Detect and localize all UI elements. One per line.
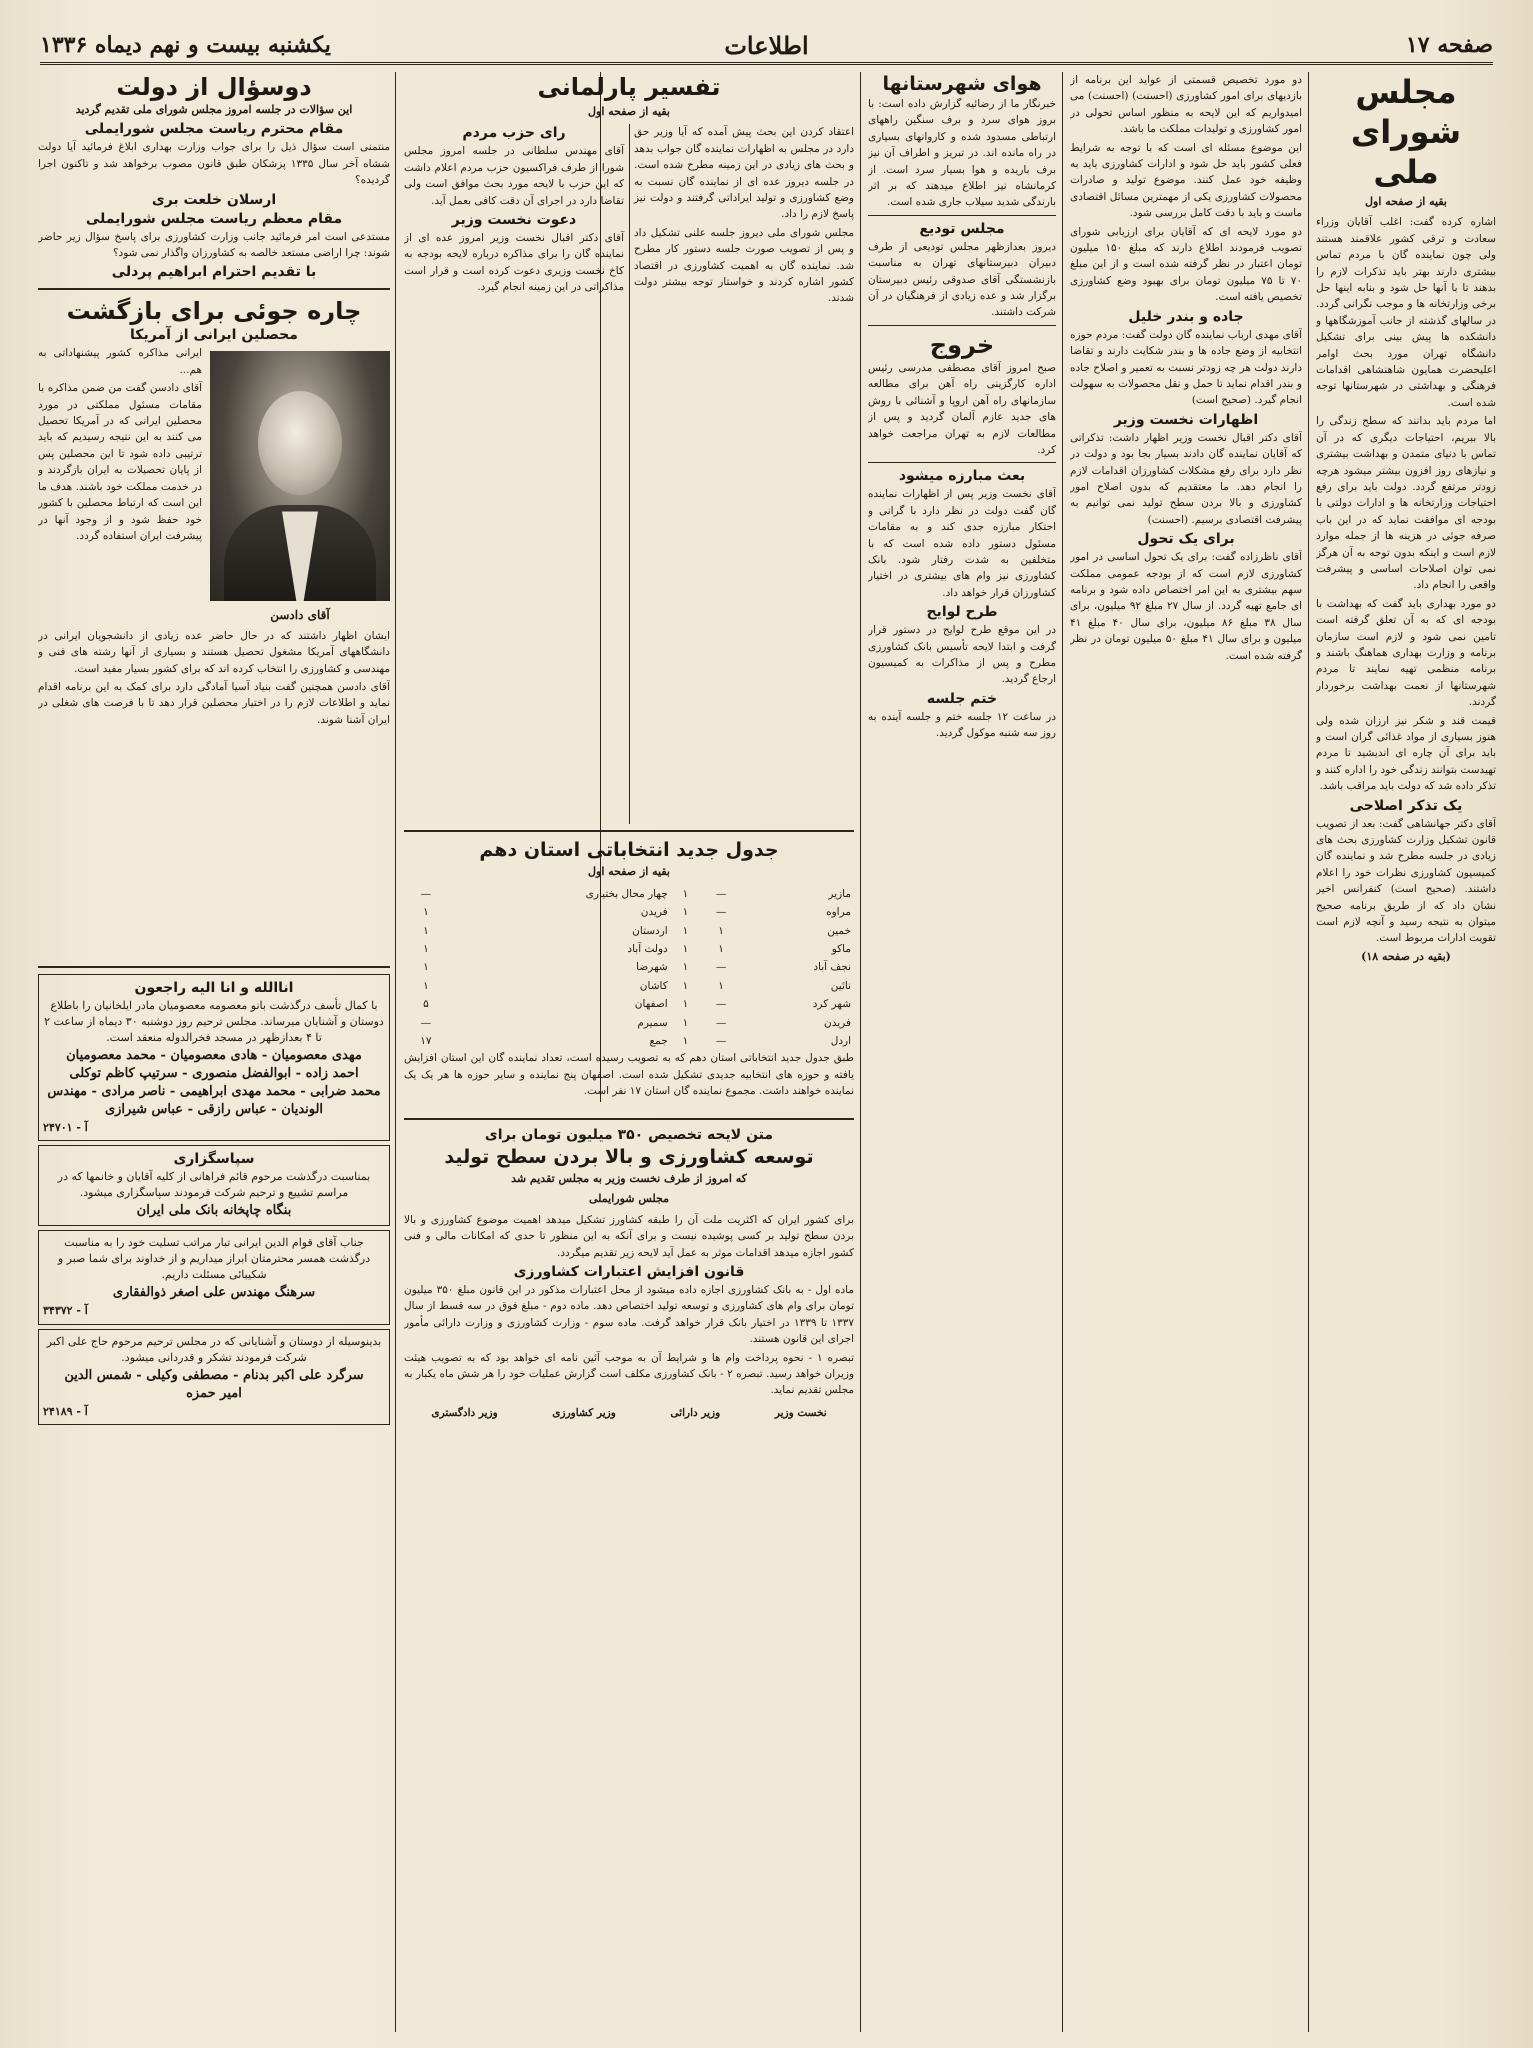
bill-paragraph: ماده اول - به بانک کشاورزی اجازه داده میشود از محل اعتبارات مذکور در این قانون مبلغ ۳۵۰ میلیون تومان برای وام های کشاورزی و توسعه تولید اختصاص دهد. ماده دوم - مبلغ فوق در سه قسط از سال ۱۳۳۷ تا ۱۳۳۹ در اختیار بانک قرار خواهد گرفت. ماده سوم - وزارت کشاورزی و وزارت دارائی مأمور اجرای این قانون هستند. [404,1284,854,1346]
commentary-paragraph: آقای دکتر اقبال نخست وزیر امروز عده ای از نماینده گان را برای مذاکره درباره لایحه بودجه به کاخ نخست وزیری دعوت کرده است و قرار است مذاکراتی در این زمینه انجام گیرد. [404,232,624,294]
election-row [404,885,854,903]
commentary-paragraph: اعتقاد کردن این بحث پیش آمده که آیا وزیر حق دارد در مجلس به اظهارات نماینده گان جواب بدهد و بحث های زیادی در این زمینه مطرح شده است. در جلسه دیروز عده ای از نماینده گان نسبت به وضع کشاورزی و تولید ایراداتی گرفتند و دولت نیز پاسخ لازم را داد. [634,126,854,221]
brief-headline: خروج [929,330,995,359]
election-row [404,977,854,995]
article-paragraph: اما مردم باید بدانند که سطح زندگی را بالا ببریم، احتیاجات دیگری که در آن تماس با دنیای متمدن و بهداشت بیشتری و نیازهای روز افزون بیشتر میشود هرچه زودتر مرتفع گردد. دولت باید برای رفع احتیاجات وزارتخانه ها و ادارات دولتی با بودجه ای موافقت نماید که در این باب صرفه جوئی در هزینه ها از جمله موارد لازم است و اینکه بدون توجه به آن هرگز نمی توان اصلاحات اساسی و پیشرفت واقعی را انجام داد. [1316,415,1496,592]
bill-paragraph: تبصره ۱ - نحوه پرداخت وام ها و شرایط آن به موجب آئین نامه ای خواهد بود که به تصویب هیئت وزیران خواهد رسید. تبصره ۲ - بانک کشاورزی مکلف است گزارش عملیات خود را هر شش ماه یکبار به مجلس تقدیم نماید. [404,1351,854,1397]
signer: وزیر دارائی [670,1406,721,1419]
article-subhead: یک تذکر اصلاحی [1349,797,1463,814]
election-cell: ۱ [682,979,689,992]
majlis-article [1316,72,1496,2032]
questions-and-feature [38,72,390,952]
notice-body: بمناسبت درگذشت مرحوم قائم فراهانی از کلیه آقایان و خانمها که در مراسم تشییع و ترحیم شرکت فرمودند سپاسگزاری میشود. [57,1170,371,1200]
election-cell: مراوه [826,906,851,919]
election-cell: ۱ [682,961,689,974]
election-cell: ۱ [423,906,429,919]
column-rule [395,72,396,2032]
election-cell: ۱ [682,1035,689,1048]
continued-footer: (بقیه در صفحه ۱۸) [1361,949,1451,963]
notice-signers: احمد زاده - ابوالفضل منصوری - سرتیپ کاظم توکلی [69,1066,359,1081]
commentary-subhead: دعوت نخست وزیر [451,212,577,229]
election-cell: ۱ [718,943,724,956]
brief-headline: مجلس توديع [919,220,1005,237]
election-cell: — [715,887,727,900]
article-paragraph: آقای مهدی ارباب نماینده گان دولت گفت: مردم حوزه انتخابیه از وضع جاده ها و بندر شکایت دارند و تقاضا دارند دولت هر چه زودتر نسبت به تعمیر و اصلاح جاده و بندر اقدام نماید تا حمل و نقل محصولات به سهولت انجام گیرد. (صحیح است) [1070,328,1302,407]
continued-label: بقیه از صفحه اول [588,105,670,118]
election-cell: نجف آباد [813,961,851,974]
continued-label: بقیه از صفحه اول [588,865,670,879]
election-cell: — [420,1016,432,1029]
election-cell: — [715,1016,727,1029]
brief-paragraph: دیروز بعدازظهر مجلس تودیعی از طرف دبیران دبیرستانهای تهران به مناسبت بازنشستگی آقای صدوقی رئیس دبیرستان برگزار شد و عده زیادی از فرهنگیان در آن شرکت داشتند. [868,240,1056,319]
condolence-notice [38,1230,390,1324]
column-rule [1062,72,1063,2032]
gratitude-notice [38,1329,390,1425]
brief-paragraph: در این موقع طرح لوایح در دستور قرار گرفت و ابتدا لایحه تأسیس بانک کشاورزی مطرح و پس از مذاکرات به کمیسیون ارجاع گردید. [868,624,1056,686]
commentary-headline: تفسیر پارلمانی [537,73,721,101]
bill-paragraph: برای کشور ایران که اکثریت ملت آن را طبقه کشاورز تشکیل میدهد اهمیت موضوع کشاورزی و بالا بردن سطح تولید بر کسی پوشیده نیست و برای آنکه به این منظور تا حدی که امکانات مالی و فنی کشور اجازه میدهد اقدامات موثر به عمل آید لایحه زیر تقدیم میگردد. [404,1213,854,1259]
bill-addressee: مجلس شورایملی [589,1192,669,1206]
article-paragraph: دو مورد تخصیص قسمتی از عواید این برنامه از بازدیهای برای امور کشاورزی (احسنت) (احسنت) می امیدواریم که این لایحه به منظور اساس تحولی در امور کشاورزی و تولیدات مملکت ما باشد. [1070,74,1302,136]
bill-headline-line2: توسعه کشاورزی و بالا بردن سطح تولید [444,1146,814,1168]
questions-intro: این سؤالات در جلسه امروز مجلس شورای ملی تقدیم گردید [75,103,353,116]
notice-code: آ - ۲۴۷۰۱ [43,1121,88,1134]
column-rule [860,72,861,2032]
election-cell: فریدن [640,906,668,919]
article-paragraph: آقای ناظرزاده گفت: برای یک تحول اساسی در امور کشاورزی لازم است که از بودجه عمومی مملکت سهم بیشتری به این امر اختصاص داده شود و برنامه ای جامع تهیه گردد. از سال ۲۷ مبلغ ۹۲ میلیون، برای سال ۳۸ مبلغ ۸۶ میلیون، برای سال ۴۰ مبلغ ۴۱ میلیون و برای سال ۴۱ مبلغ ۵۰ میلیون تومان در نظر گرفته شده است. [1070,551,1302,662]
election-cell: ماکو [831,943,851,956]
question-paragraph: مستدعی است امر فرمائید جانب وزارت کشاورزی برای پاسخ سؤال زیر حاضر شوند: چرا اراضی مستعد خالصه به کشاورزان واگذار نمی شود؟ [38,230,390,260]
election-cell: کاشان [639,979,668,992]
notice-signers: محمد ضرابی - محمد مهدی ابراهیمی - ناصر مرادی - مهندس [47,1084,381,1099]
election-row [404,903,854,921]
election-cell: نائین [830,979,851,992]
obituary-notice [38,974,390,1141]
bill-headline-line1: متن لایحه تخصیص ۳۵۰ میلیون تومان برای [484,1127,774,1143]
article-subhead: اظهارات نخست وزیر [1113,411,1259,428]
notice-code: آ - ۲۴۱۸۹ [43,1404,88,1418]
page-header [40,28,1493,65]
issue-date: یکشنبه بیست و نهم دیماه ۱۳۳۶ [40,32,331,58]
majlis-article-continued [1070,72,1302,2032]
election-table [404,885,854,1051]
notice-code: آ - ۳۴۳۷۲ [43,1304,88,1318]
election-cell: — [715,961,727,974]
brief-headline: بعث مبارزه میشود [898,468,1026,485]
signer: وزیر کشاورزی [552,1406,616,1419]
election-row [404,1014,854,1032]
article-paragraph: آقای دکتر اقبال نخست وزیر اظهار داشت: تذکراتی که آقایان نماینده گان دادند بسیار بجا بود و دولت در نظر دارد برای رفع مشکلات کشاورزان اقدامات لازم را انجام دهد. ما معتقدیم که بدون اصلاح امور کشاورزی و بالا بردن سطح تولید نمی توانیم به پیشرفت اقتصادی برسیم. (احسنت) [1070,431,1302,526]
notice-signer: بنگاه چاپخانه بانک ملی ایران [136,1203,292,1219]
notice-title: سپاسگزاری [173,1151,255,1168]
election-cell: — [715,998,727,1011]
election-cell: ۱ [423,961,429,974]
notice-signer: سرگرد علی اکبر بدنام - مصطفی وکیلی - شمس الدین [64,1367,364,1383]
article-paragraph: قیمت قند و شکر نیز ارزان شده ولی هنوز بسیاری از مواد غذائی گران است و باید برای آن چاره ای اندیشید تا مردم تهیدست بتوانند زندگی خود را اداره کنند و تذکر داده شد که دولت باید مراقب باشد. [1316,714,1496,793]
brief-paragraph: در ساعت ۱۲ جلسه ختم و جلسه آینده به روز سه شنبه موکول گردید. [868,710,1056,740]
bill-signers [404,1405,854,1421]
election-cell: شهر کرد [812,998,851,1011]
question-paragraph: منتمنی است سؤال ذیل را برای جواب وزارت بهداری ابلاغ فرمائید آیا دولت ششاه آخر سال ۱۳۳۵ پزشکان طبق قانون مصوب برخواهد شد و تاکنون اجرا گردیده؟ [38,141,390,187]
brief-paragraph: خبرنگار ما از رضائیه گزارش داده است: با بروز هوای سرد و برف سنگین راههای ارتباطی مسدود شده و کاروانهای بسیاری در راه مانده اند. در تبریز و اطراف آن نیز برف باریده و هوا بسیار سرد است. از کرمانشاه نیز اطلاع میدهند که بر اثر بارندگی شدید سیلاب جاری شده است. [868,98,1056,209]
election-cell: ۱ [682,924,689,937]
law-title: قانون افزایش اعتبارات کشاورزی [513,1264,745,1281]
signature: ارسلان خلعت بری [151,191,277,208]
notice-body: جناب آقای قوام الدین ایرانی تبار مراتب تسلیت خود را به مناسبت درگذشت همسر محترمتان ابراز میداریم و از خداوند برای شما صبر و شکیبائی مسئلت داریم. [57,1236,371,1282]
signature: با تقدیم احترام ابراهیم پردلی [111,264,317,281]
election-cell: ۱ [682,1016,689,1029]
election-cell: ۱ [423,979,429,992]
article-paragraph: دو مورد بهداری باید گفت که بهداشت با بودجه ای که به آن تعلق گرفته است تامین نمی شود و لازم است سازمان برنامه و وزارت بهداری هماهنگ باشند و برنامه منظمی تهیه نمایند تا مردم شهرستانها از نعمت بهداشت برخوردار گردند. [1316,597,1496,709]
election-cell: مازیر [828,887,851,900]
election-cell: ۱ [682,943,689,956]
article-paragraph: دو مورد لایحه ای که آقایان برای ارزیابی شورای تصویب فرمودند اطلاع دارند که مبلغ ۱۵۰ میلیون تومان اعتبار در نظر گرفته شده است و از این مبلغ ۷۰ تا ۷۵ میلیون تومان برای بهبود وضع کشاورزی تخصیص یافته است. [1070,225,1302,304]
election-cell: خمین [827,924,851,937]
election-cell: ۱ [682,887,689,900]
election-cell: چهار محال بختیاری [585,887,668,900]
election-row [404,940,854,958]
election-cell: ۱ [423,943,429,956]
election-row [404,958,854,976]
notice-signer: سرهنگ مهندس علی اصغر ذوالفقاری [112,1285,316,1301]
election-cell: ۱۷ [420,1035,432,1048]
election-cell: — [715,1035,727,1048]
commentary-paragraph: مجلس شورای ملی دیروز جلسه علنی تشکیل داد و پس از تصویب صورت جلسه دستور کار مطرح شد. نماینده گان به اهمیت کشاورزی در اقتصاد کشور اشاره کردند و خواستار توجه بیشتر دولت شدند. [634,226,854,305]
page-number: صفحه ۱۷ [1405,32,1493,58]
election-cell: شهرضا [636,961,668,974]
election-cell: اردستان [632,924,668,937]
brief-headline: طرح لوايح [926,604,998,621]
commentary-paragraph: آقای مهندس سلطانی در جلسه امروز مجلس شورا از طرف فراکسیون حزب مردم اعلام داشت که این حزب با لایحه مورد بحث موافق است ولی تقاضا دارد در اجرای آن دقت کافی بعمل آید. [404,145,624,207]
election-cell: سمیرم [637,1016,668,1029]
election-cell: ۱ [682,906,689,919]
election-cell: ۵ [423,998,429,1011]
portrait-photo [210,351,390,601]
notice-body: با کمال تأسف درگذشت بانو معصومه معصومیان مادر ایلخانیان را باطلاع دوستان و آشنایان میرساند. مجلس ترحیم روز دوشنبه ۳۰ دیماه از ساعت ۲ تا ۴ بعدازظهر در مسجد فخرالدوله منعقد است. [44,999,384,1044]
election-cell: جمع [649,1035,668,1048]
election-row [404,1032,854,1050]
election-table-title: جدول جدید انتخاباتی استان دهم [479,839,779,862]
feature-subhead: محصلین ایرانی از آمریکا [130,327,298,344]
photo-caption: آقای دادسن [270,608,330,623]
feature-headline: چاره جوئی برای بازگشت [66,297,362,326]
notice-signers: الوندیان - عباس رازقی - عباس شیرازی [104,1102,324,1117]
continued-label: بقیه از صفحه اول [1365,195,1447,208]
signer: وزیر دادگستری [431,1406,498,1419]
article-subhead: جاده و بندر خلیل [1128,308,1244,325]
election-paragraph: طبق جدول جدید انتخاباتی استان دهم که به تصویب رسیده است، تعداد نماینده گان این استان افزایش یافته و حوزه های انتخابیه جدیدی تشکیل شده است. اصفهان پنج نماینده و سایر حوزه ها هر یک یک نماینده خواهند داشت. مجموع نماینده گان استان ۱۷ نفر است. [404,1052,854,1098]
column-rule [1308,72,1309,2032]
signer: نخست وزیر [774,1406,827,1419]
commentary-subhead: رای حزب مردم [462,125,566,142]
feature-paragraph: آقای دادسن گفت من ضمن مذاکره با مقامات مسئول مملکتی در مورد محصلین ایرانی که در آمریکا تحصیل می کنند به این نتیجه رسیدیم که باید ترتیبی داده شود تا این محصلین پس از پایان تحصیلات به ایران بازگردند و در خدمت مملکت خود باشند. هدف ما این است که ارتباط محصلین با کشور خود حفظ شود و از وجود آنها در پیشرفت ایران استفاده گردد. [38,382,202,542]
addressee: مقام معظم ریاست مجلس شورایملی [85,210,343,227]
notice-body: بدینوسیله از دوستان و آشنایانی که در مجلس ترحیم مرحوم حاج علی اکبر شرکت فرمودند تشکر و قدردانی میشود. [46,1334,382,1364]
election-cell: ۱ [718,924,724,937]
paper-name: اطلاعات [724,30,809,60]
news-briefs [868,72,1056,2032]
bill-subtitle: که امروز از طرف نخست وزیر به مجلس تقدیم شد [511,1172,747,1185]
feature-paragraph: ایشان اظهار داشتند که در حال حاضر عده زیادی از دانشجویان ایرانی در دانشگاههای آمریکا مشغول تحصیل هستند و بسیاری از آنها رشته های فنی و مهندسی و کشاورزی را انتخاب کرده اند که برای کشور بسیار مفید است. [38,629,390,675]
notice-title: اناالله و انا الیه راجعون [134,980,294,996]
election-cell: دولت آباد [627,943,668,956]
brief-headline: هوای شهرستانها [882,73,1042,95]
election-cell: — [715,906,727,919]
election-cell: فریدن [824,1016,851,1029]
budget-bill [404,1112,854,2032]
thanks-notice [38,1145,390,1226]
brief-paragraph: آقای نخست وزیر پس از اظهارات نماینده گان گفت دولت در نظر دارد با گرانی و احتکار مبارزه جدی کند و به مقامات مسئول دستور داده شده است که با متخلفین به شدت رفتار شود. بانک کشاورزی نیز وام های بیشتری در اختیار کشاورزان قرار خواهد داد. [868,488,1056,599]
election-cell: — [420,887,432,900]
election-row [404,922,854,940]
questions-headline: دوسؤال از دولت [116,73,312,101]
election-cell: ۱ [718,979,724,992]
article-paragraph: آقای دکتر جهانشاهی گفت: بعد از تصویب قانون تشکیل وزارت کشاورزی بحث های زیادی در جلسه مطرح شد و نماینده گان کمیسیون کشاورزی نظرات خود را اعلام داشتند. (صحیح است) کنفرانس اخیر نشان داد که از طریق برنامه صحیح میتوان به نتیجه رسید و آنچه لازم است تقویت ادارات مربوط است. [1316,817,1496,945]
parliament-commentary [404,72,854,1102]
addressee: مقام محترم ریاست مجلس شورایملی [84,121,344,138]
election-cell: ۱ [423,924,429,937]
election-cell: اردل [830,1035,851,1048]
majlis-headline: مجلس شورای ملی [1350,73,1462,191]
brief-headline: ختم جلسه [926,690,998,707]
notices-column [38,960,390,2032]
brief-paragraph: صبح امروز آقای مصطفی مدرسی رئیس اداره کارگزینی راه آهن برای مطالعه سازمانهای راه آهن اروپا و آشنائی با روش های جدید عازم آلمان گردید و پس از مطالعات لازم به تهران مراجعت خواهد کرد. [868,361,1056,456]
election-cell: اصفهان [634,998,668,1011]
article-subhead: برای یک تحول [1137,531,1235,548]
feature-note: ایرانی مذاکره کشور پیشنهاداتی به هم... [38,347,202,376]
election-row [404,995,854,1013]
feature-paragraph: آقای دادسن همچنین گفت بنیاد آسیا آمادگی دارد برای کمک به این برنامه اقدام نماید و اطلاعات لازم را در اختیار محصلین قرار دهد تا با فرصت های شغلی در ایران آشنا شوند. [38,681,390,726]
notice-signers: مهدی معصومیان - هادی معصومیان - محمد معصومیان [66,1048,362,1063]
election-cell: ۱ [682,998,689,1011]
notice-signer: امیر حمزه [186,1385,242,1401]
article-paragraph: این موضوع مسئله ای است که با توجه به شرایط فعلی کشور باید حل شود و ادارات کشاورزی باید به وظیفه خود عمل کنند. موضوع تولید و صادرات محصولات کشاورزی یکی از مهمترین مسائل اقتصادی ماست و باید با دقت کامل بررسی شود. [1070,141,1302,220]
article-paragraph: اشاره کرده گفت: اغلب آقایان وزراء سعادت و ترقی کشور علاقمند هستند ولی چون نماینده گان با مردم تماس بیشتری دارند بهتر باید تذکرات لازم را بدهند تا با آنها حل شود و بنابه اینها حل برخی وزارتخانه ها و موجب نگرانی گردد. در سالهای گذشته از جانب آموزشگاهها و دانشکده ها پیش بینی برای تشکیل دانشگاه تهران مورد بحث اوامر اعلیحضرت همایون شاهنشاهی اقدامات فرهنگی و بهداشتی در شهرستانها توجه شده است. [1316,216,1496,409]
